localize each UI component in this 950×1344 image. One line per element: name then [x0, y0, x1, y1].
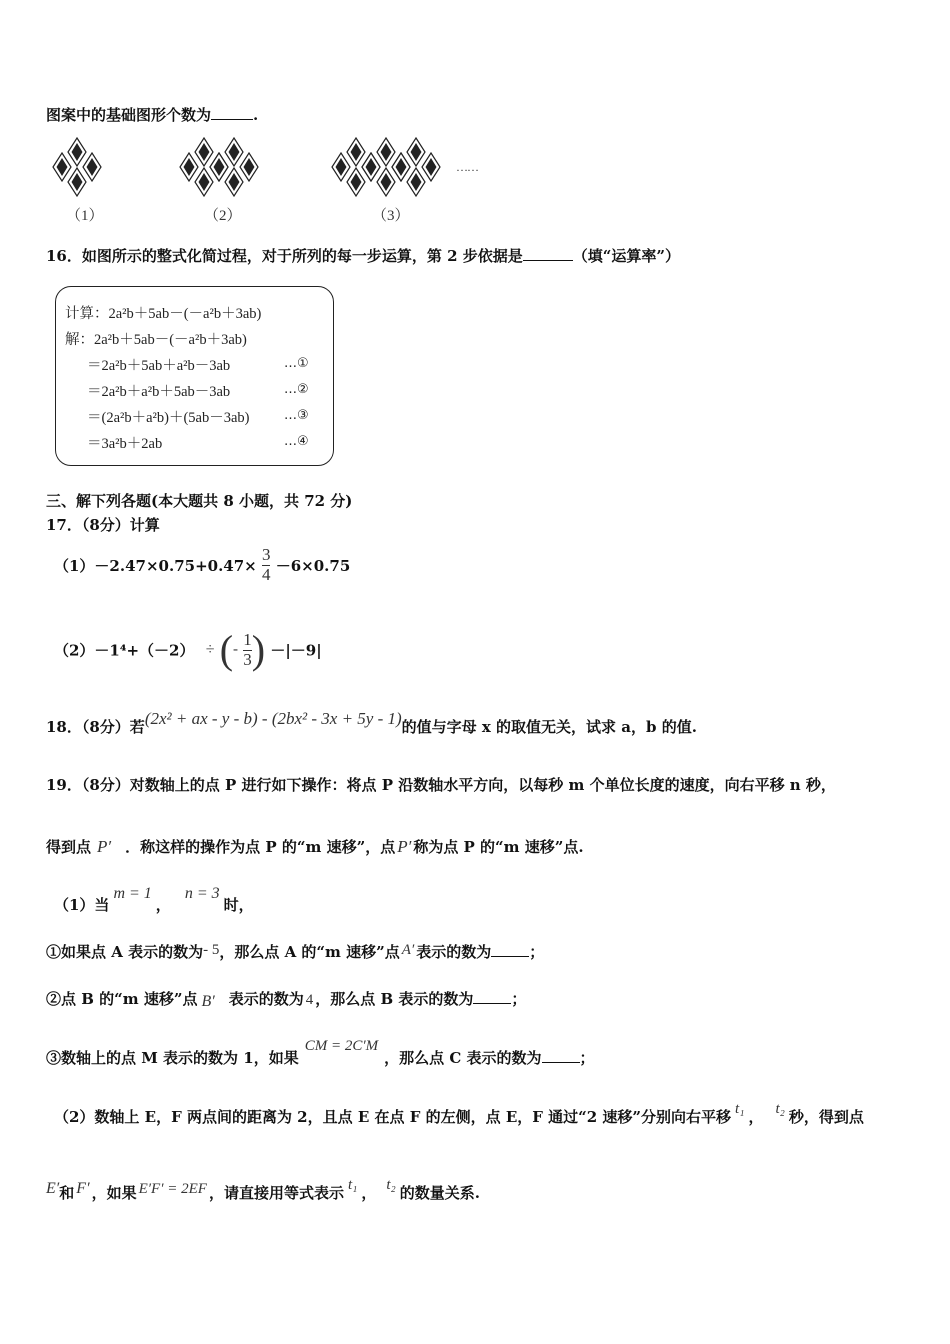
q18-line — [46, 709, 697, 737]
f-prime: F′ — [76, 1180, 90, 1197]
e-prime: E′ — [46, 1180, 60, 1197]
q19-part1 — [54, 885, 254, 915]
answer-blank[interactable] — [491, 942, 529, 957]
a-prime: A′ — [401, 942, 415, 958]
q18-tail: 的值与字母 x 的取值无关，试求 a，b 的值. — [401, 718, 697, 736]
q15-text: 图案中的基础图形个数为 — [46, 106, 212, 124]
q15-line — [46, 104, 258, 125]
t1: t₁ — [735, 1101, 745, 1117]
q19-item1 — [46, 941, 544, 962]
q17-p1-label: （1）－2.47×0.75+0.47× — [54, 557, 257, 575]
q19-text: ，请直接用等式表示 — [208, 1184, 344, 1202]
t2: t₂ — [775, 1101, 785, 1117]
t2: t₂ — [386, 1177, 396, 1193]
q19-text: ，那么点 A 的“m 速移”点 — [219, 943, 400, 961]
figure-1 — [53, 138, 101, 196]
answer-blank[interactable] — [473, 989, 511, 1004]
m-equals: m = 1 — [113, 885, 152, 902]
ef-equation: E′F′ = 2EF — [138, 1181, 207, 1197]
calc-line-5: ＝(2a²b＋a²b)＋(5ab－3ab) — [87, 410, 250, 426]
q17-p1-tail: －6×0.75 — [275, 557, 351, 575]
step-mark-2: …② — [284, 382, 309, 397]
p-prime: P′ — [397, 837, 412, 856]
q19-text: ①如果点 A 表示的数为 — [46, 943, 204, 961]
q19-text: 和 — [59, 1184, 75, 1202]
cm-equation: CM = 2C′M — [304, 1038, 379, 1054]
answer-blank[interactable] — [523, 246, 573, 261]
semicolon: ； — [529, 943, 545, 961]
q19-line2 — [46, 836, 584, 857]
figure-ellipsis: …… — [456, 160, 478, 174]
figure-label-2: （2） — [204, 208, 242, 224]
q17-p2-tail: －|－9| — [270, 641, 322, 660]
q17-title: 17．（8分）计算 — [46, 516, 160, 534]
q19-text: ，如果 — [91, 1184, 137, 1202]
calculation-box — [55, 286, 334, 466]
figure-2 — [180, 138, 258, 196]
q19-text: 得到点 — [46, 838, 92, 856]
frac-num: 3 — [261, 545, 271, 564]
section-3-heading: 三、解下列各题(本大题共 8 小题，共 72 分) — [46, 492, 353, 510]
q19-text: 秒，得到点 — [788, 1108, 864, 1126]
step-mark-4: …④ — [284, 434, 309, 449]
figure-3 — [332, 138, 440, 196]
answer-blank[interactable] — [542, 1048, 580, 1063]
pattern-figures — [44, 134, 504, 222]
q19-text: ，那么点 B 表示的数为 — [315, 990, 474, 1008]
calc-line-3: ＝2a²b＋5ab＋a²b－3ab — [87, 358, 231, 374]
calc-line-4: ＝2a²b＋a²b＋5ab－3ab — [87, 384, 231, 400]
p-prime: P′ — [97, 837, 112, 856]
q18-expression: (2x² + ax - y - b) - (2bx² - 3x + 5y - 1) — [144, 709, 402, 728]
q19-text: （1）当 — [54, 896, 110, 914]
q19-text: （2）数轴上 E，F 两点间的距离为 2，且点 E 在点 F 的左侧，点 E，F 通过“2 速移”分别向右平移 — [54, 1108, 732, 1126]
q16-text: 16．如图所示的整式化简过程，对于所列的每一步运算，第 2 步依据是 — [46, 247, 523, 265]
q18-label: 18．（8分）若 — [46, 718, 145, 736]
semicolon: ； — [579, 1049, 595, 1067]
calc-line-2: 解：2a²b＋5ab－(－a²b＋3ab) — [65, 332, 247, 348]
q15-end: . — [253, 106, 259, 124]
q17-part2: （2）－1⁴+（－2） ÷ (- $\frac{1}{3}$ ) －|－9| — [54, 627, 322, 672]
value-minus-5: - 5 — [203, 942, 220, 958]
fraction-3-4 — [262, 546, 271, 585]
answer-blank[interactable] — [211, 105, 253, 120]
q17-part1 — [54, 546, 350, 585]
q19-text: 的数量关系. — [399, 1184, 480, 1202]
q19-text: ，那么点 C 表示的数为 — [384, 1049, 542, 1067]
q19-item3 — [46, 1038, 595, 1068]
q19-text: 时， — [223, 896, 254, 914]
step-mark-3: …③ — [284, 408, 309, 423]
calc-line-6: ＝3a²b＋2ab — [87, 436, 163, 452]
q16-hint: （填“运算率”） — [572, 247, 681, 265]
frac-den: 3 — [243, 649, 252, 669]
q19-part2-line1 — [54, 1101, 864, 1127]
q19-text: ③数轴上的点 M 表示的数为 1，如果 — [46, 1049, 299, 1067]
q19-text: ②点 B 的“m 速移”点 — [46, 990, 198, 1008]
figure-label-1: （1） — [66, 208, 104, 224]
figure-label-3: （3） — [372, 208, 410, 224]
fraction-1-3 — [243, 631, 252, 670]
frac-den: 4 — [261, 565, 271, 584]
comma: ， — [155, 896, 171, 914]
q19-text: 表示的数为 — [228, 990, 304, 1008]
comma: ， — [748, 1108, 764, 1126]
b-prime: B′ — [201, 993, 215, 1010]
q19-text: 表示的数为 — [416, 943, 492, 961]
t1: t₁ — [347, 1177, 358, 1193]
n-equals: n = 3 — [184, 885, 220, 902]
q19-item2 — [46, 988, 526, 1009]
step-mark-1: …① — [284, 356, 309, 371]
q19-text: ．称这样的操作为点 P 的“m 速移”，点 — [125, 838, 396, 856]
value-4: 4 — [305, 992, 314, 1008]
divide-sign: ÷ — [205, 641, 215, 658]
q19-line1: 19．（8分）对数轴上的点 P 进行如下操作：将点 P 沿数轴水平方向，以每秒 m 个单位长度的速度，向右平移 n 秒， — [46, 776, 836, 794]
calc-line-1: 计算：2a²b＋5ab－(－a²b＋3ab) — [65, 306, 262, 322]
semicolon: ； — [511, 990, 527, 1008]
q17-p2-label: （2）－1⁴+（－2） — [54, 641, 195, 660]
comma: ， — [361, 1184, 377, 1202]
q16-line — [46, 245, 680, 266]
frac-num: 1 — [243, 629, 252, 649]
q19-text: 称为点 P 的“m 速移”点. — [413, 838, 584, 856]
q19-part2-line2 — [46, 1177, 480, 1203]
